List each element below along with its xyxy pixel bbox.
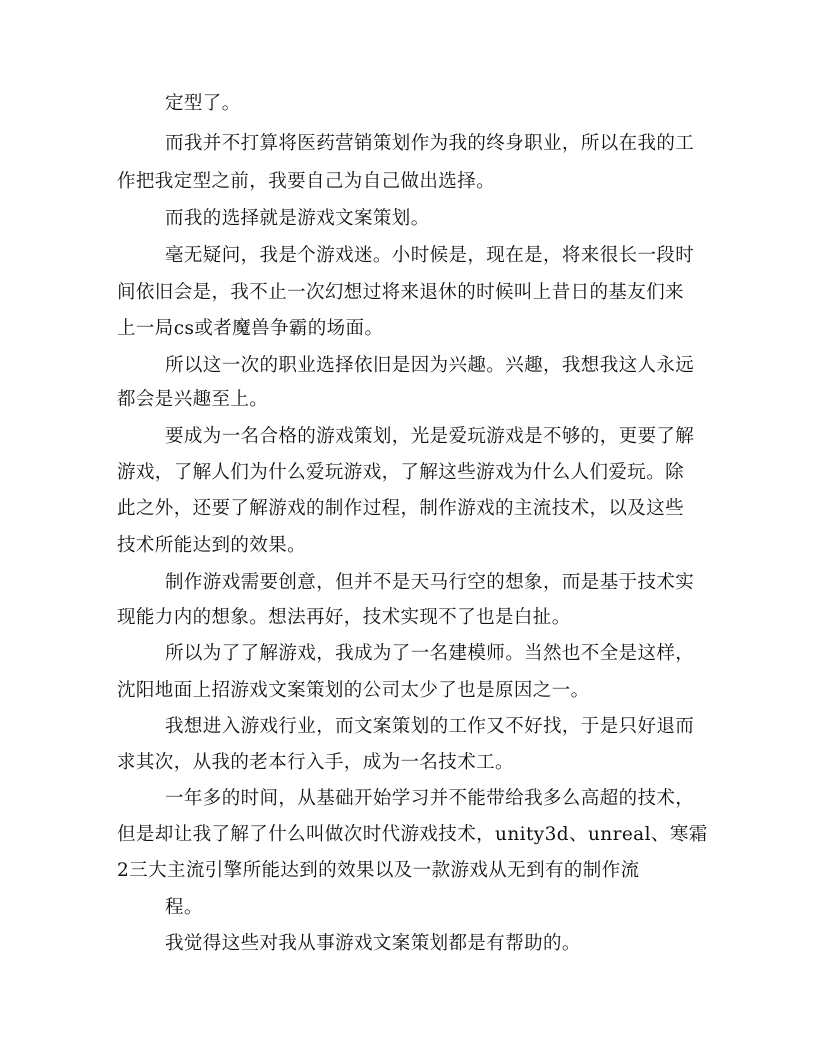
- text-line: 所以为了了解游戏，我成为了一名建模师。当然也不全是这样，: [165, 643, 695, 664]
- text-line: 游戏，了解人们为什么爱玩游戏，了解这些游戏为什么人们爱玩。除: [117, 462, 685, 483]
- text-line: 而我并不打算将医药营销策划作为我的终身职业，所以在我的工: [165, 133, 695, 154]
- text-line: 2三大主流引擎所能达到的效果以及一款游戏从无到有的制作流: [117, 860, 640, 881]
- text-line: 求其次，从我的老本行入手，成为一名技术工。: [117, 752, 514, 773]
- text-line: 我想进入游戏行业，而文案策划的工作又不好找，于是只好退而: [165, 716, 695, 737]
- text-line: 都会是兴趣至上。: [117, 389, 269, 410]
- text-line: 要成为一名合格的游戏策划，光是爱玩游戏是不够的，更要了解: [165, 426, 695, 447]
- text-line: 一年多的时间，从基础开始学习并不能带给我多么高超的技术，: [165, 788, 695, 809]
- text-line: 程。: [165, 897, 203, 918]
- text-line: 而我的选择就是游戏文案策划。: [165, 208, 430, 229]
- text-line: 沈阳地面上招游戏文案策划的公司太少了也是原因之一。: [117, 680, 590, 701]
- text-line: 作把我定型之前，我要自己为自己做出选择。: [117, 171, 496, 192]
- text-line: 但是却让我了解了什么叫做次时代游戏技术，unity3d、unreal、寒霜: [117, 824, 708, 845]
- text-line: 毫无疑问，我是个游戏迷。小时候是，现在是，将来很长一段时: [165, 245, 695, 266]
- text-line: 制作游戏需要创意，但并不是天马行空的想象，而是基于技术实: [165, 572, 695, 593]
- text-line: 我觉得这些对我从事游戏文案策划都是有帮助的。: [165, 933, 581, 954]
- text-line: 此之外，还要了解游戏的制作过程，制作游戏的主流技术，以及这些: [117, 498, 685, 519]
- text-line: 现能力内的想象。想法再好，技术实现不了也是白扯。: [117, 607, 571, 628]
- text-line: 上一局cs或者魔兽争霸的场面。: [117, 318, 384, 339]
- text-line: 定型了。: [165, 93, 241, 114]
- text-line: 间依旧会是，我不止一次幻想过将来退休的时候叫上昔日的基友们来: [117, 282, 685, 303]
- text-line: 技术所能达到的效果。: [117, 535, 307, 556]
- text-line: 所以这一次的职业选择依旧是因为兴趣。兴趣，我想我这人永远: [165, 355, 695, 376]
